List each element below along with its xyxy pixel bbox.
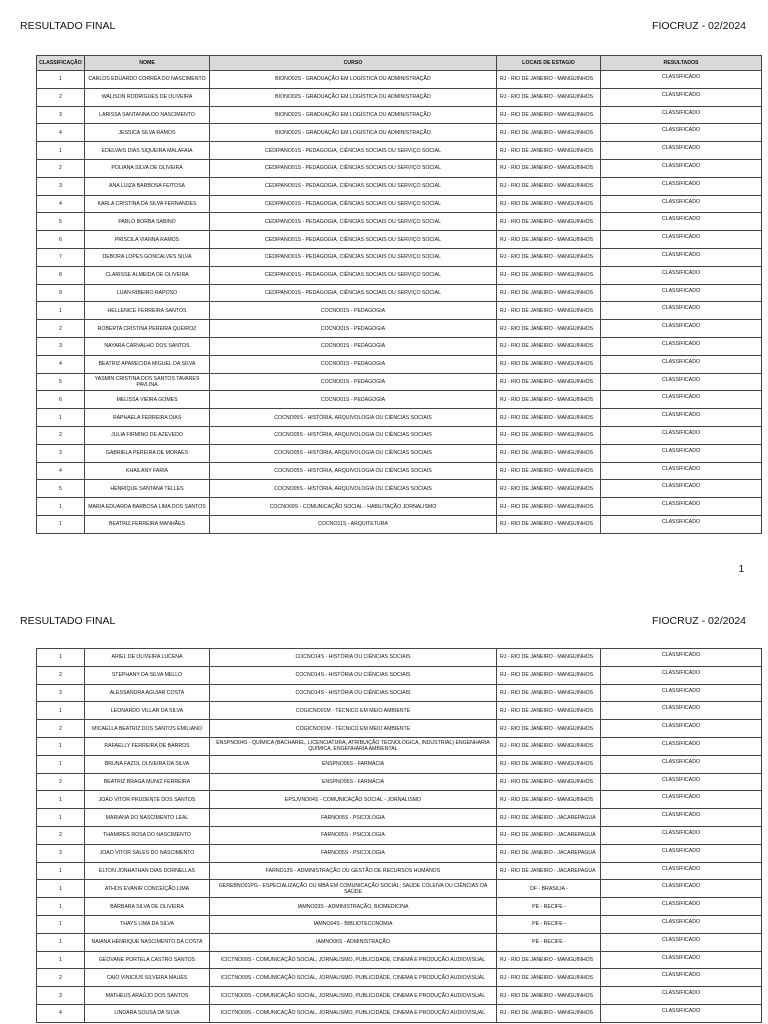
nome-cell: HENRIQUE SANTANA TELLES <box>85 480 210 498</box>
table-row <box>37 1004 762 1022</box>
nome-cell: NAIANA HENRIQUE NASCIMENTO DA COSTA <box>85 933 210 951</box>
resultado-cell: CLASSIFICADO <box>601 684 762 702</box>
curso-cell: ICICTNO09S - COMUNICAÇÃO SOCIAL, JORNALISMO, PUBLICIDADE, CINEMA E PRODUÇÃO AUDIOVISUAL <box>210 1004 497 1022</box>
resultado-cell: CLASSIFICADO <box>601 71 762 89</box>
resultado-cell: CLASSIFICADO <box>601 195 762 213</box>
nome-cell: KARLA CRISTINA DA SILVA FERNANDES <box>85 195 210 213</box>
local-cell: RJ - RIO DE JANEIRO - MANGUINHOS <box>497 409 601 427</box>
curso-cell: IAMNO03S - ADMINISTRAÇÃO, BIOMEDICINA <box>210 898 497 916</box>
classificacao-cell: 3 <box>37 177 85 195</box>
nome-cell: YASMIN CRISTINA DOS SANTOS TAVARES PAVLINA <box>85 373 210 391</box>
curso-cell: CEDIPANO01S - PEDAGOGIA, CIÊNCIAS SOCIAIS OU SERVIÇO SOCIAL <box>210 177 497 195</box>
classificacao-cell: 3 <box>37 444 85 462</box>
nome-cell: STEPHANY DA SILVA MELLO <box>85 666 210 684</box>
curso-cell: EPSJVNO04S - COMUNICAÇÃO SOCIAL - JORNALISMO <box>210 791 497 809</box>
classificacao-cell: 5 <box>37 373 85 391</box>
curso-cell: COCNO05S - HISTÓRIA, ARQUIVOLOGIA OU CIÊNCIAS SOCIAIS <box>210 409 497 427</box>
table-header-row <box>37 56 762 71</box>
resultado-cell: CLASSIFICADO <box>601 844 762 862</box>
table-row <box>37 337 762 355</box>
nome-cell: JOAO VITOR PRUDENTE DOS SANTOS <box>85 791 210 809</box>
resultado-cell: CLASSIFICADO <box>601 755 762 773</box>
curso-cell: IAMNO06S - ADMINISTRAÇÃO <box>210 933 497 951</box>
table-row <box>37 409 762 427</box>
classificacao-cell: 6 <box>37 231 85 249</box>
local-cell: RJ - RIO DE JANEIRO - MANGUINHOS <box>497 515 601 533</box>
classificacao-cell: 3 <box>37 684 85 702</box>
resultado-cell: CLASSIFICADO <box>601 409 762 427</box>
resultado-cell: CLASSIFICADO <box>601 355 762 373</box>
nome-cell: JESSICA SILVA RAMOS <box>85 124 210 142</box>
local-cell: RJ - RIO DE JANEIRO - MANGUINHOS <box>497 355 601 373</box>
resultado-cell: CLASSIFICADO <box>601 773 762 791</box>
resultado-cell: CLASSIFICADO <box>601 426 762 444</box>
table-row <box>37 737 762 755</box>
table-row <box>37 649 762 667</box>
table-row <box>37 898 762 916</box>
resultado-cell: CLASSIFICADO <box>601 444 762 462</box>
curso-cell: ENSPNO04S - QUÍMICA (BACHAREL, LICENCIATURA, ATRIBUIÇÃO TECNOLÓGICA, INDUSTRIAL) ENGENHARIA QUÍMICA, ENGENHARIA AMBIENTAL <box>210 737 497 755</box>
nome-cell: LEONARDO VILLAR DA SILVA <box>85 702 210 720</box>
classificacao-cell: 2 <box>37 969 85 987</box>
local-cell: RJ - RIO DE JANEIRO - MANGUINHOS <box>497 391 601 409</box>
classificacao-cell: 1 <box>37 809 85 827</box>
nome-cell: GABRIELA PEREIRA DE MORAES <box>85 444 210 462</box>
resultado-cell: CLASSIFICADO <box>601 142 762 160</box>
local-cell: RJ - RIO DE JANEIRO - MANGUINHOS <box>497 649 601 667</box>
classificacao-cell: 4 <box>37 124 85 142</box>
resultado-cell: CLASSIFICADO <box>601 320 762 338</box>
resultado-cell: CLASSIFICADO <box>601 373 762 391</box>
classificacao-cell: 2 <box>37 426 85 444</box>
classificacao-cell: 2 <box>37 720 85 738</box>
resultado-cell: CLASSIFICADO <box>601 106 762 124</box>
resultado-cell: CLASSIFICADO <box>601 302 762 320</box>
classificacao-cell: 1 <box>37 951 85 969</box>
nome-cell: BÁRBARA SILVA DE OLIVEIRA <box>85 898 210 916</box>
curso-cell: BIONO02S - GRADUAÇÃO EM LOGÍSTICA OU ADMINISTRAÇÃO <box>210 88 497 106</box>
classificacao-cell: 1 <box>37 498 85 516</box>
local-cell: RJ - RIO DE JANEIRO - MANGUINHOS <box>497 88 601 106</box>
local-cell: RJ - RIO DE JANEIRO - JACAREPAGUÁ <box>497 862 601 880</box>
resultado-cell: CLASSIFICADO <box>601 862 762 880</box>
local-cell: RJ - RIO DE JANEIRO - MANGUINHOS <box>497 231 601 249</box>
nome-cell: WALISON RODRIGUES DE OLIVEIRA <box>85 88 210 106</box>
local-cell: RJ - RIO DE JANEIRO - MANGUINHOS <box>497 791 601 809</box>
curso-cell: COGICNO01M - TÉCNICO EM MEIO AMBIENTE <box>210 702 497 720</box>
local-cell: RJ - RIO DE JANEIRO - MANGUINHOS <box>497 666 601 684</box>
resultado-cell: CLASSIFICADO <box>601 266 762 284</box>
nome-cell: ANA LUIZA BARBOSA FEITOSA <box>85 177 210 195</box>
page-header-org: FIOCRUZ - 02/2024 <box>652 615 746 627</box>
classificacao-cell: 2 <box>37 826 85 844</box>
local-cell: RJ - RIO DE JANEIRO - MANGUINHOS <box>497 177 601 195</box>
nome-cell: ATHOS EVANIR CONCEIÇÃO LIMA <box>85 880 210 898</box>
nome-cell: MARIA EDUARDA BARBOSA LIMA DOS SANTOS <box>85 498 210 516</box>
resultado-cell: CLASSIFICADO <box>601 987 762 1005</box>
curso-cell: COCNO01S - PEDAGOGIA <box>210 373 497 391</box>
nome-cell: PRISCILA VIANNA RAMOS <box>85 231 210 249</box>
curso-cell: IAMNO04S - BIBLIOTECONOMIA <box>210 915 497 933</box>
classificacao-cell: 1 <box>37 737 85 755</box>
classificacao-cell: 1 <box>37 880 85 898</box>
local-cell: RJ - RIO DE JANEIRO - MANGUINHOS <box>497 702 601 720</box>
nome-cell: CARLOS EDUARDO CORRÊA DO NASCIMENTO <box>85 71 210 89</box>
resultado-cell: CLASSIFICADO <box>601 720 762 738</box>
nome-cell: THAYS LIMA DA SILVA <box>85 915 210 933</box>
classificacao-cell: 1 <box>37 142 85 160</box>
nome-cell: RAPHAELA FERREIRA DIAS <box>85 409 210 427</box>
table-row <box>37 177 762 195</box>
nome-cell: ELTON JONHATHAN DIAS DORNELLAS <box>85 862 210 880</box>
nome-cell: HELLENICE FERREIRA SANTOS <box>85 302 210 320</box>
classificacao-cell: 9 <box>37 284 85 302</box>
document-page-2 <box>0 595 768 1024</box>
local-cell: RJ - RIO DE JANEIRO - JACAREPAGUÁ <box>497 809 601 827</box>
curso-cell: CEDIPANO01S - PEDAGOGIA, CIÊNCIAS SOCIAIS OU SERVIÇO SOCIAL <box>210 142 497 160</box>
curso-cell: CEDIPANO01S - PEDAGOGIA, CIÊNCIAS SOCIAIS OU SERVIÇO SOCIAL <box>210 195 497 213</box>
local-cell: RJ - RIO DE JANEIRO - MANGUINHOS <box>497 195 601 213</box>
page-title: RESULTADO FINAL <box>20 20 116 32</box>
local-cell: RJ - RIO DE JANEIRO - MANGUINHOS <box>497 71 601 89</box>
curso-cell: COCNO01S - PEDAGOGIA <box>210 355 497 373</box>
local-cell: RJ - RIO DE JANEIRO - MANGUINHOS <box>497 773 601 791</box>
classificacao-cell: 1 <box>37 409 85 427</box>
local-cell: RJ - RIO DE JANEIRO - MANGUINHOS <box>497 302 601 320</box>
curso-cell: COCNO14S - HISTÓRIA OU CIÊNCIAS SOCIAIS <box>210 684 497 702</box>
page-number: 1 <box>738 564 744 575</box>
local-cell: RJ - RIO DE JANEIRO - MANGUINHOS <box>497 951 601 969</box>
local-cell: RJ - RIO DE JANEIRO - MANGUINHOS <box>497 737 601 755</box>
resultado-cell: CLASSIFICADO <box>601 515 762 533</box>
resultado-cell: CLASSIFICADO <box>601 480 762 498</box>
local-cell: RJ - RIO DE JANEIRO - MANGUINHOS <box>497 213 601 231</box>
table-row <box>37 880 762 898</box>
local-cell: RJ - RIO DE JANEIRO - JACAREPAGUÁ <box>497 826 601 844</box>
table-row <box>37 702 762 720</box>
table-row <box>37 969 762 987</box>
resultado-cell: CLASSIFICADO <box>601 284 762 302</box>
nome-cell: EDELVAIS DIAS SIQUEIRA MALAFAIA <box>85 142 210 160</box>
curso-cell: BIONO02S - GRADUAÇÃO EM LOGÍSTICA OU ADMINISTRAÇÃO <box>210 71 497 89</box>
curso-cell: COGICNO01M - TÉCNICO EM MEIO AMBIENTE <box>210 720 497 738</box>
local-cell: DF - BRASILIA - <box>497 880 601 898</box>
nome-cell: MATHEUS ARAÚJO DOS SANTOS <box>85 987 210 1005</box>
table-row <box>37 844 762 862</box>
resultado-cell: CLASSIFICADO <box>601 498 762 516</box>
resultado-cell: CLASSIFICADO <box>601 159 762 177</box>
nome-cell: POLIANA SILVA DE OLIVEIRA <box>85 159 210 177</box>
table-row <box>37 106 762 124</box>
resultado-cell: CLASSIFICADO <box>601 213 762 231</box>
classificacao-cell: 2 <box>37 159 85 177</box>
nome-cell: PABLO BORBA SABINO <box>85 213 210 231</box>
local-cell: RJ - RIO DE JANEIRO - MANGUINHOS <box>497 684 601 702</box>
table-row <box>37 498 762 516</box>
curso-cell: COCNO01S - PEDAGOGIA <box>210 337 497 355</box>
curso-cell: CEDIPANO01S - PEDAGOGIA, CIÊNCIAS SOCIAIS OU SERVIÇO SOCIAL <box>210 159 497 177</box>
resultado-cell: CLASSIFICADO <box>601 391 762 409</box>
local-cell: RJ - RIO DE JANEIRO - MANGUINHOS <box>497 142 601 160</box>
nome-cell: GEOVANE PORTELA CASTRO SANTOS <box>85 951 210 969</box>
local-cell: RJ - RIO DE JANEIRO - MANGUINHOS <box>497 266 601 284</box>
classificacao-cell: 2 <box>37 666 85 684</box>
classificacao-cell: 4 <box>37 462 85 480</box>
classificacao-cell: 1 <box>37 302 85 320</box>
table-row <box>37 195 762 213</box>
nome-cell: JULIA FIRMINO DE AZEVEDO <box>85 426 210 444</box>
nome-cell: BRUNA FAZOL OLIVEIRA DA SILVA <box>85 755 210 773</box>
curso-cell: COCNO05S - HISTÓRIA, ARQUIVOLOGIA OU CIÊNCIAS SOCIAIS <box>210 444 497 462</box>
resultado-cell: CLASSIFICADO <box>601 337 762 355</box>
local-cell: RJ - RIO DE JANEIRO - MANGUINHOS <box>497 720 601 738</box>
table-row <box>37 248 762 266</box>
nome-cell: JOAO VITOR SALES DO NASCIMENTO <box>85 844 210 862</box>
table-row <box>37 987 762 1005</box>
table-row <box>37 462 762 480</box>
nome-cell: LUAN RIBEIRO RAPOSO <box>85 284 210 302</box>
resultado-cell: CLASSIFICADO <box>601 880 762 898</box>
classificacao-cell: 3 <box>37 987 85 1005</box>
column-header-classificacao: CLASSIFICAÇÃO <box>37 56 85 71</box>
resultado-cell: CLASSIFICADO <box>601 1004 762 1022</box>
curso-cell: ENSPNO06S - FARMÁCIA <box>210 755 497 773</box>
curso-cell: COCNO01S - PEDAGOGIA <box>210 320 497 338</box>
classificacao-cell: 3 <box>37 106 85 124</box>
table-row <box>37 320 762 338</box>
nome-cell: NAYARA CARVALHO DOS SANTOS <box>85 337 210 355</box>
results-table <box>36 648 762 1023</box>
classificacao-cell: 1 <box>37 755 85 773</box>
curso-cell: CEDIPANO01S - PEDAGOGIA, CIÊNCIAS SOCIAIS OU SERVIÇO SOCIAL <box>210 213 497 231</box>
resultado-cell: CLASSIFICADO <box>601 248 762 266</box>
local-cell: PE - RECIFE - <box>497 898 601 916</box>
classificacao-cell: 1 <box>37 898 85 916</box>
table-row <box>37 142 762 160</box>
nome-cell: THAMIRES ROSA DO NASCIMENTO <box>85 826 210 844</box>
nome-cell: ROBERTA CRISTINA PEREIRA QUEIROZ <box>85 320 210 338</box>
table-row <box>37 391 762 409</box>
resultado-cell: CLASSIFICADO <box>601 933 762 951</box>
curso-cell: GEREBNO01PG - ESPECIALIZAÇÃO OU MBA EM COMUNICAÇÃO SOCIAL; SAÚDE COLEIVA OU CIÊNCIAS DA SAÚDE <box>210 880 497 898</box>
table-row <box>37 826 762 844</box>
table-row <box>37 159 762 177</box>
local-cell: RJ - RIO DE JANEIRO - MANGUINHOS <box>497 462 601 480</box>
table-row <box>37 791 762 809</box>
results-table <box>36 55 762 534</box>
resultado-cell: CLASSIFICADO <box>601 462 762 480</box>
nome-cell: CAIO VINICIUS SILVEIRA MAUÉS <box>85 969 210 987</box>
curso-cell: COCNO05S - HISTÓRIA, ARQUIVOLOGIA OU CIÊNCIAS SOCIAIS <box>210 462 497 480</box>
classificacao-cell: 5 <box>37 213 85 231</box>
table-row <box>37 213 762 231</box>
table-row <box>37 302 762 320</box>
table-row <box>37 480 762 498</box>
classificacao-cell: 5 <box>37 480 85 498</box>
nome-cell: MICAELLA BEATRIZ DOS SANTOS EMILIANO <box>85 720 210 738</box>
curso-cell: CEDIPANO01S - PEDAGOGIA, CIÊNCIAS SOCIAIS OU SERVIÇO SOCIAL <box>210 266 497 284</box>
curso-cell: ENSPNO06S - FARMÁCIA <box>210 773 497 791</box>
curso-cell: BIONO02S - GRADUAÇÃO EM LOGÍSTICA OU ADMINISTRAÇÃO <box>210 124 497 142</box>
resultado-cell: CLASSIFICADO <box>601 88 762 106</box>
nome-cell: BEATRIZ FERREIRA MANHÃES <box>85 515 210 533</box>
resultado-cell: CLASSIFICADO <box>601 666 762 684</box>
column-header-nome: NOME <box>85 56 210 71</box>
resultado-cell: CLASSIFICADO <box>601 951 762 969</box>
resultado-cell: CLASSIFICADO <box>601 177 762 195</box>
classificacao-cell: 6 <box>37 391 85 409</box>
classificacao-cell: 2 <box>37 88 85 106</box>
page-header-org: FIOCRUZ - 02/2024 <box>652 20 746 32</box>
curso-cell: COCNO01S - PEDAGOGIA <box>210 302 497 320</box>
classificacao-cell: 2 <box>37 773 85 791</box>
curso-cell: COCNO11S - ARQUITETURA <box>210 515 497 533</box>
resultado-cell: CLASSIFICADO <box>601 898 762 916</box>
table-row <box>37 231 762 249</box>
curso-cell: COCNO14S - HISTÓRIA OU CIÊNCIAS SOCIAIS <box>210 666 497 684</box>
nome-cell: MELISSA VIEIRA GOMES <box>85 391 210 409</box>
table-row <box>37 915 762 933</box>
table-row <box>37 444 762 462</box>
local-cell: RJ - RIO DE JANEIRO - MANGUINHOS <box>497 248 601 266</box>
classificacao-cell: 8 <box>37 266 85 284</box>
classificacao-cell: 3 <box>37 337 85 355</box>
table-row <box>37 666 762 684</box>
table-row <box>37 684 762 702</box>
resultado-cell: CLASSIFICADO <box>601 124 762 142</box>
table-row <box>37 755 762 773</box>
table-row <box>37 266 762 284</box>
table-row <box>37 862 762 880</box>
classificacao-cell: 4 <box>37 1004 85 1022</box>
nome-cell: MARIANA DO NASCIMENTO LEAL <box>85 809 210 827</box>
column-header-locais: LOCAIS DE ESTAGIO <box>497 56 601 71</box>
curso-cell: BIONO02S - GRADUAÇÃO EM LOGÍSTICA OU ADMINISTRAÇÃO <box>210 106 497 124</box>
local-cell: RJ - RIO DE JANEIRO - MANGUINHOS <box>497 1004 601 1022</box>
table-row <box>37 88 762 106</box>
local-cell: RJ - RIO DE JANEIRO - MANGUINHOS <box>497 444 601 462</box>
nome-cell: LINDARA SOUSA DA SILVA <box>85 1004 210 1022</box>
nome-cell: DEBORA LOPES GONCALVES SILVA <box>85 248 210 266</box>
curso-cell: CEDIPANO01S - PEDAGOGIA, CIÊNCIAS SOCIAIS OU SERVIÇO SOCIAL <box>210 248 497 266</box>
curso-cell: COCNO05S - HISTÓRIA, ARQUIVOLOGIA OU CIÊNCIAS SOCIAIS <box>210 426 497 444</box>
resultado-cell: CLASSIFICADO <box>601 649 762 667</box>
nome-cell: RAFAELLY FERREIRA DE BARROS <box>85 737 210 755</box>
local-cell: RJ - RIO DE JANEIRO - MANGUINHOS <box>497 987 601 1005</box>
table-row <box>37 933 762 951</box>
classificacao-cell: 1 <box>37 71 85 89</box>
table-row <box>37 71 762 89</box>
classificacao-cell: 2 <box>37 320 85 338</box>
local-cell: RJ - RIO DE JANEIRO - MANGUINHOS <box>497 755 601 773</box>
classificacao-cell: 1 <box>37 791 85 809</box>
resultado-cell: CLASSIFICADO <box>601 231 762 249</box>
table-row <box>37 373 762 391</box>
resultado-cell: CLASSIFICADO <box>601 737 762 755</box>
table-row <box>37 951 762 969</box>
classificacao-cell: 1 <box>37 702 85 720</box>
curso-cell: FARNO05S - PSICOLOGIA <box>210 809 497 827</box>
classificacao-cell: 7 <box>37 248 85 266</box>
nome-cell: ALESSANDRA AGUIAR COSTA <box>85 684 210 702</box>
local-cell: RJ - RIO DE JANEIRO - MANGUINHOS <box>497 337 601 355</box>
resultado-cell: CLASSIFICADO <box>601 702 762 720</box>
nome-cell: BEATRIZ BRAGA MUNIZ FERREIRA <box>85 773 210 791</box>
local-cell: RJ - RIO DE JANEIRO - MANGUINHOS <box>497 373 601 391</box>
nome-cell: ARIEL DE OLIVEIRA LUCENA <box>85 649 210 667</box>
resultado-cell: CLASSIFICADO <box>601 969 762 987</box>
table-row <box>37 720 762 738</box>
table-row <box>37 773 762 791</box>
local-cell: PE - RECIFE - <box>497 933 601 951</box>
curso-cell: CEDIPANO01S - PEDAGOGIA, CIÊNCIAS SOCIAIS OU SERVIÇO SOCIAL <box>210 231 497 249</box>
resultado-cell: CLASSIFICADO <box>601 809 762 827</box>
classificacao-cell: 3 <box>37 844 85 862</box>
local-cell: RJ - RIO DE JANEIRO - MANGUINHOS <box>497 969 601 987</box>
local-cell: RJ - RIO DE JANEIRO - MANGUINHOS <box>497 124 601 142</box>
local-cell: RJ - RIO DE JANEIRO - MANGUINHOS <box>497 284 601 302</box>
table-row <box>37 284 762 302</box>
nome-cell: KHAILANY FARIA <box>85 462 210 480</box>
curso-cell: ICICTNO09S - COMUNICAÇÃO SOCIAL, JORNALISMO, PUBLICIDADE, CINEMA E PRODUÇÃO AUDIOVISUAL <box>210 969 497 987</box>
local-cell: PE - RECIFE - <box>497 915 601 933</box>
nome-cell: LARISSA SANTANNA DO NASCIMENTO <box>85 106 210 124</box>
resultado-cell: CLASSIFICADO <box>601 826 762 844</box>
local-cell: RJ - RIO DE JANEIRO - MANGUINHOS <box>497 480 601 498</box>
classificacao-cell: 1 <box>37 915 85 933</box>
classificacao-cell: 1 <box>37 649 85 667</box>
local-cell: RJ - RIO DE JANEIRO - MANGUINHOS <box>497 498 601 516</box>
resultado-cell: CLASSIFICADO <box>601 791 762 809</box>
local-cell: RJ - RIO DE JANEIRO - MANGUINHOS <box>497 159 601 177</box>
local-cell: RJ - RIO DE JANEIRO - MANGUINHOS <box>497 106 601 124</box>
page-title: RESULTADO FINAL <box>20 615 116 627</box>
resultado-cell: CLASSIFICADO <box>601 915 762 933</box>
table-row <box>37 515 762 533</box>
local-cell: RJ - RIO DE JANEIRO - JACAREPAGUÁ <box>497 844 601 862</box>
classificacao-cell: 1 <box>37 862 85 880</box>
classificacao-cell: 1 <box>37 933 85 951</box>
curso-cell: ICICTNO09S - COMUNICAÇÃO SOCIAL, JORNALISMO, PUBLICIDADE, CINEMA E PRODUÇÃO AUDIOVISUAL <box>210 987 497 1005</box>
local-cell: RJ - RIO DE JANEIRO - MANGUINHOS <box>497 426 601 444</box>
table-row <box>37 809 762 827</box>
curso-cell: ICICTNO09S - COMUNICAÇÃO SOCIAL, JORNALISMO, PUBLICIDADE, CINEMA E PRODUÇÃO AUDIOVISUAL <box>210 951 497 969</box>
table-row <box>37 355 762 373</box>
curso-cell: FARNO13S - ADMINISTRAÇÃO OU GESTÃO DE RECURSOS HUMANOS <box>210 862 497 880</box>
classificacao-cell: 4 <box>37 355 85 373</box>
curso-cell: COCNO05S - HISTÓRIA, ARQUIVOLOGIA OU CIÊNCIAS SOCIAIS <box>210 480 497 498</box>
classificacao-cell: 4 <box>37 195 85 213</box>
column-header-resultados: RESULTADOS <box>601 56 762 71</box>
nome-cell: BEATRIZ APARECIDA MIGUEL DA SILVA <box>85 355 210 373</box>
classificacao-cell: 1 <box>37 515 85 533</box>
local-cell: RJ - RIO DE JANEIRO - MANGUINHOS <box>497 320 601 338</box>
nome-cell: CLARISSE ALMEIDA DE OLIVEIRA <box>85 266 210 284</box>
table-row <box>37 124 762 142</box>
column-header-curso: CURSO <box>210 56 497 71</box>
curso-cell: CEDIPANO01S - PEDAGOGIA, CIÊNCIAS SOCIAIS OU SERVIÇO SOCIAL <box>210 284 497 302</box>
table-row <box>37 426 762 444</box>
curso-cell: COCNO14S - HISTÓRIA OU CIÊNCIAS SOCIAIS <box>210 649 497 667</box>
curso-cell: COCNO01S - PEDAGOGIA <box>210 391 497 409</box>
curso-cell: FARNO05S - PSICOLOGIA <box>210 844 497 862</box>
curso-cell: FARNO05S - PSICOLOGIA <box>210 826 497 844</box>
curso-cell: COCNO09S - COMUNICAÇÃO SOCIAL - HABILITAÇÃO JORNALISMO <box>210 498 497 516</box>
